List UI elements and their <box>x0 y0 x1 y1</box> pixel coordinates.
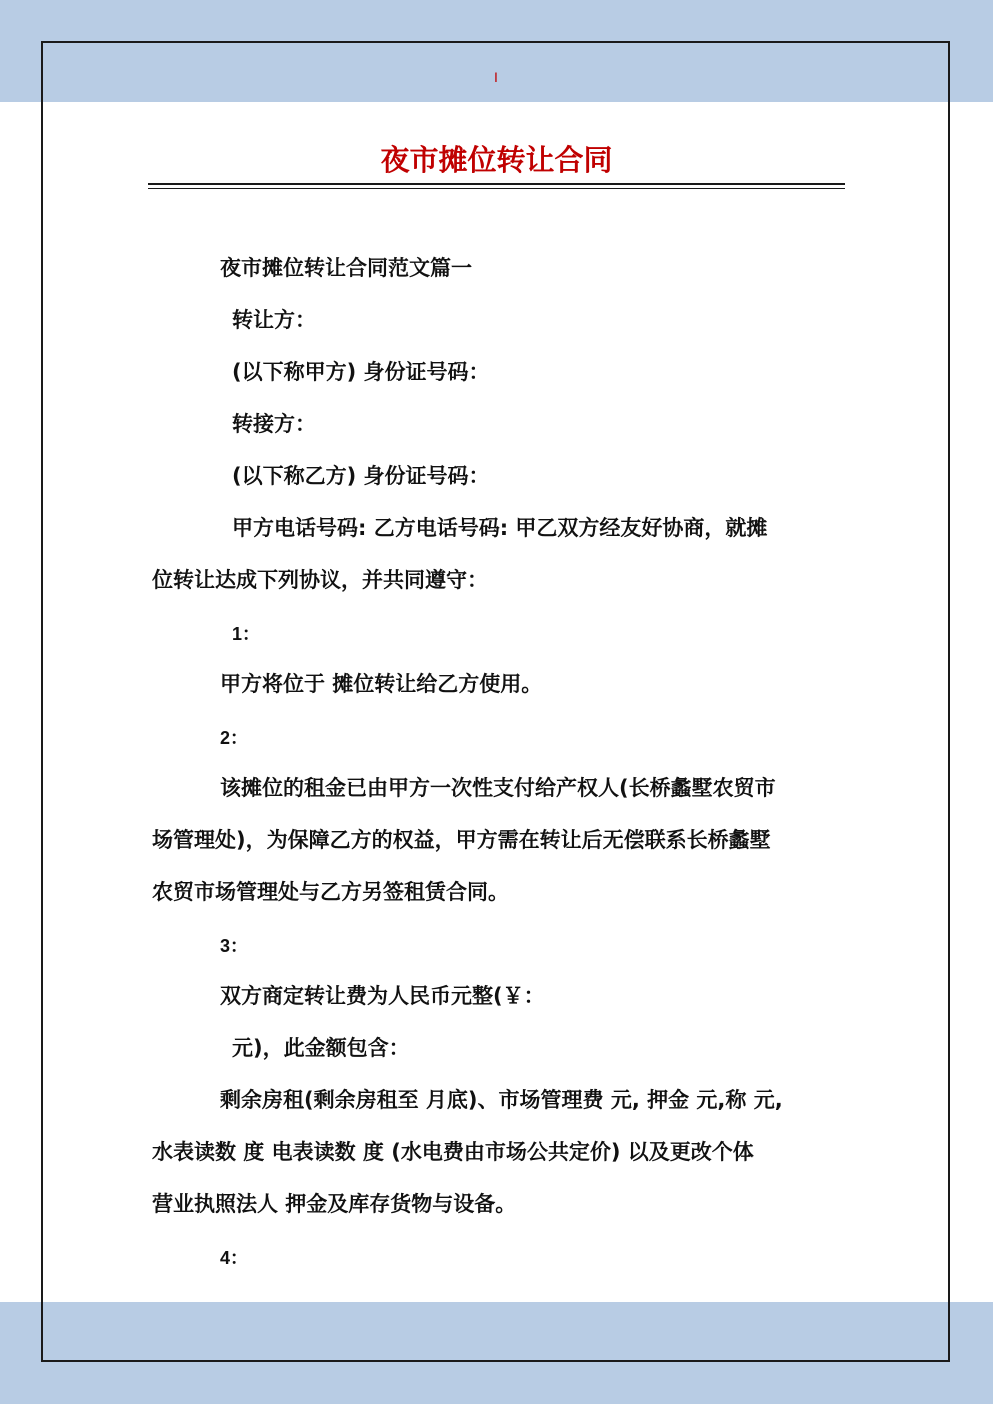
title-rule-thick <box>148 183 845 185</box>
paragraph-line: 场管理处)，为保障乙方的权益，甲方需在转让后无偿联系长桥蠡墅 <box>152 828 771 852</box>
clause-number: 4： <box>220 1248 249 1268</box>
paragraph-line: 剩余房租(剩余房租至 月底)、市场管理费 元, 押金 元,称 元, <box>220 1088 783 1112</box>
clause-number: 1： <box>232 624 261 644</box>
header-mark: I <box>494 69 498 85</box>
paragraph-line: 水表读数 度 电表读数 度 (水电费由市场公共定价) 以及更改个体 <box>152 1140 754 1164</box>
paragraph-line: 位转让达成下列协议，并共同遵守： <box>152 568 488 592</box>
paragraph-line: 元)，此金额包含： <box>232 1036 410 1060</box>
transferor-label: 转让方： <box>232 308 316 332</box>
party-b-id-line: (以下称乙方) 身份证号码： <box>232 464 490 488</box>
document-title: 夜市摊位转让合同 <box>380 143 613 177</box>
paragraph-line: 该摊位的租金已由甲方一次性支付给产权人(长桥蠡墅农贸市 <box>220 776 776 800</box>
paragraph-line: 农贸市场管理处与乙方另签租赁合同。 <box>152 880 509 904</box>
clause-number: 3： <box>220 936 249 956</box>
section-heading: 夜市摊位转让合同范文篇一 <box>220 256 472 280</box>
transferee-label: 转接方： <box>232 412 316 436</box>
paragraph-line: 甲方将位于 摊位转让给乙方使用。 <box>220 672 543 696</box>
title-rule-thin <box>148 188 845 189</box>
party-a-id-line: (以下称甲方) 身份证号码： <box>232 360 490 384</box>
paragraph-line: 营业执照法人 押金及库存货物与设备。 <box>152 1192 517 1216</box>
paragraph-line: 甲方电话号码: 乙方电话号码: 甲乙双方经友好协商，就摊 <box>232 516 768 540</box>
clause-number: 2： <box>220 728 249 748</box>
paragraph-line: 双方商定转让费为人民币元整(￥： <box>220 984 545 1008</box>
